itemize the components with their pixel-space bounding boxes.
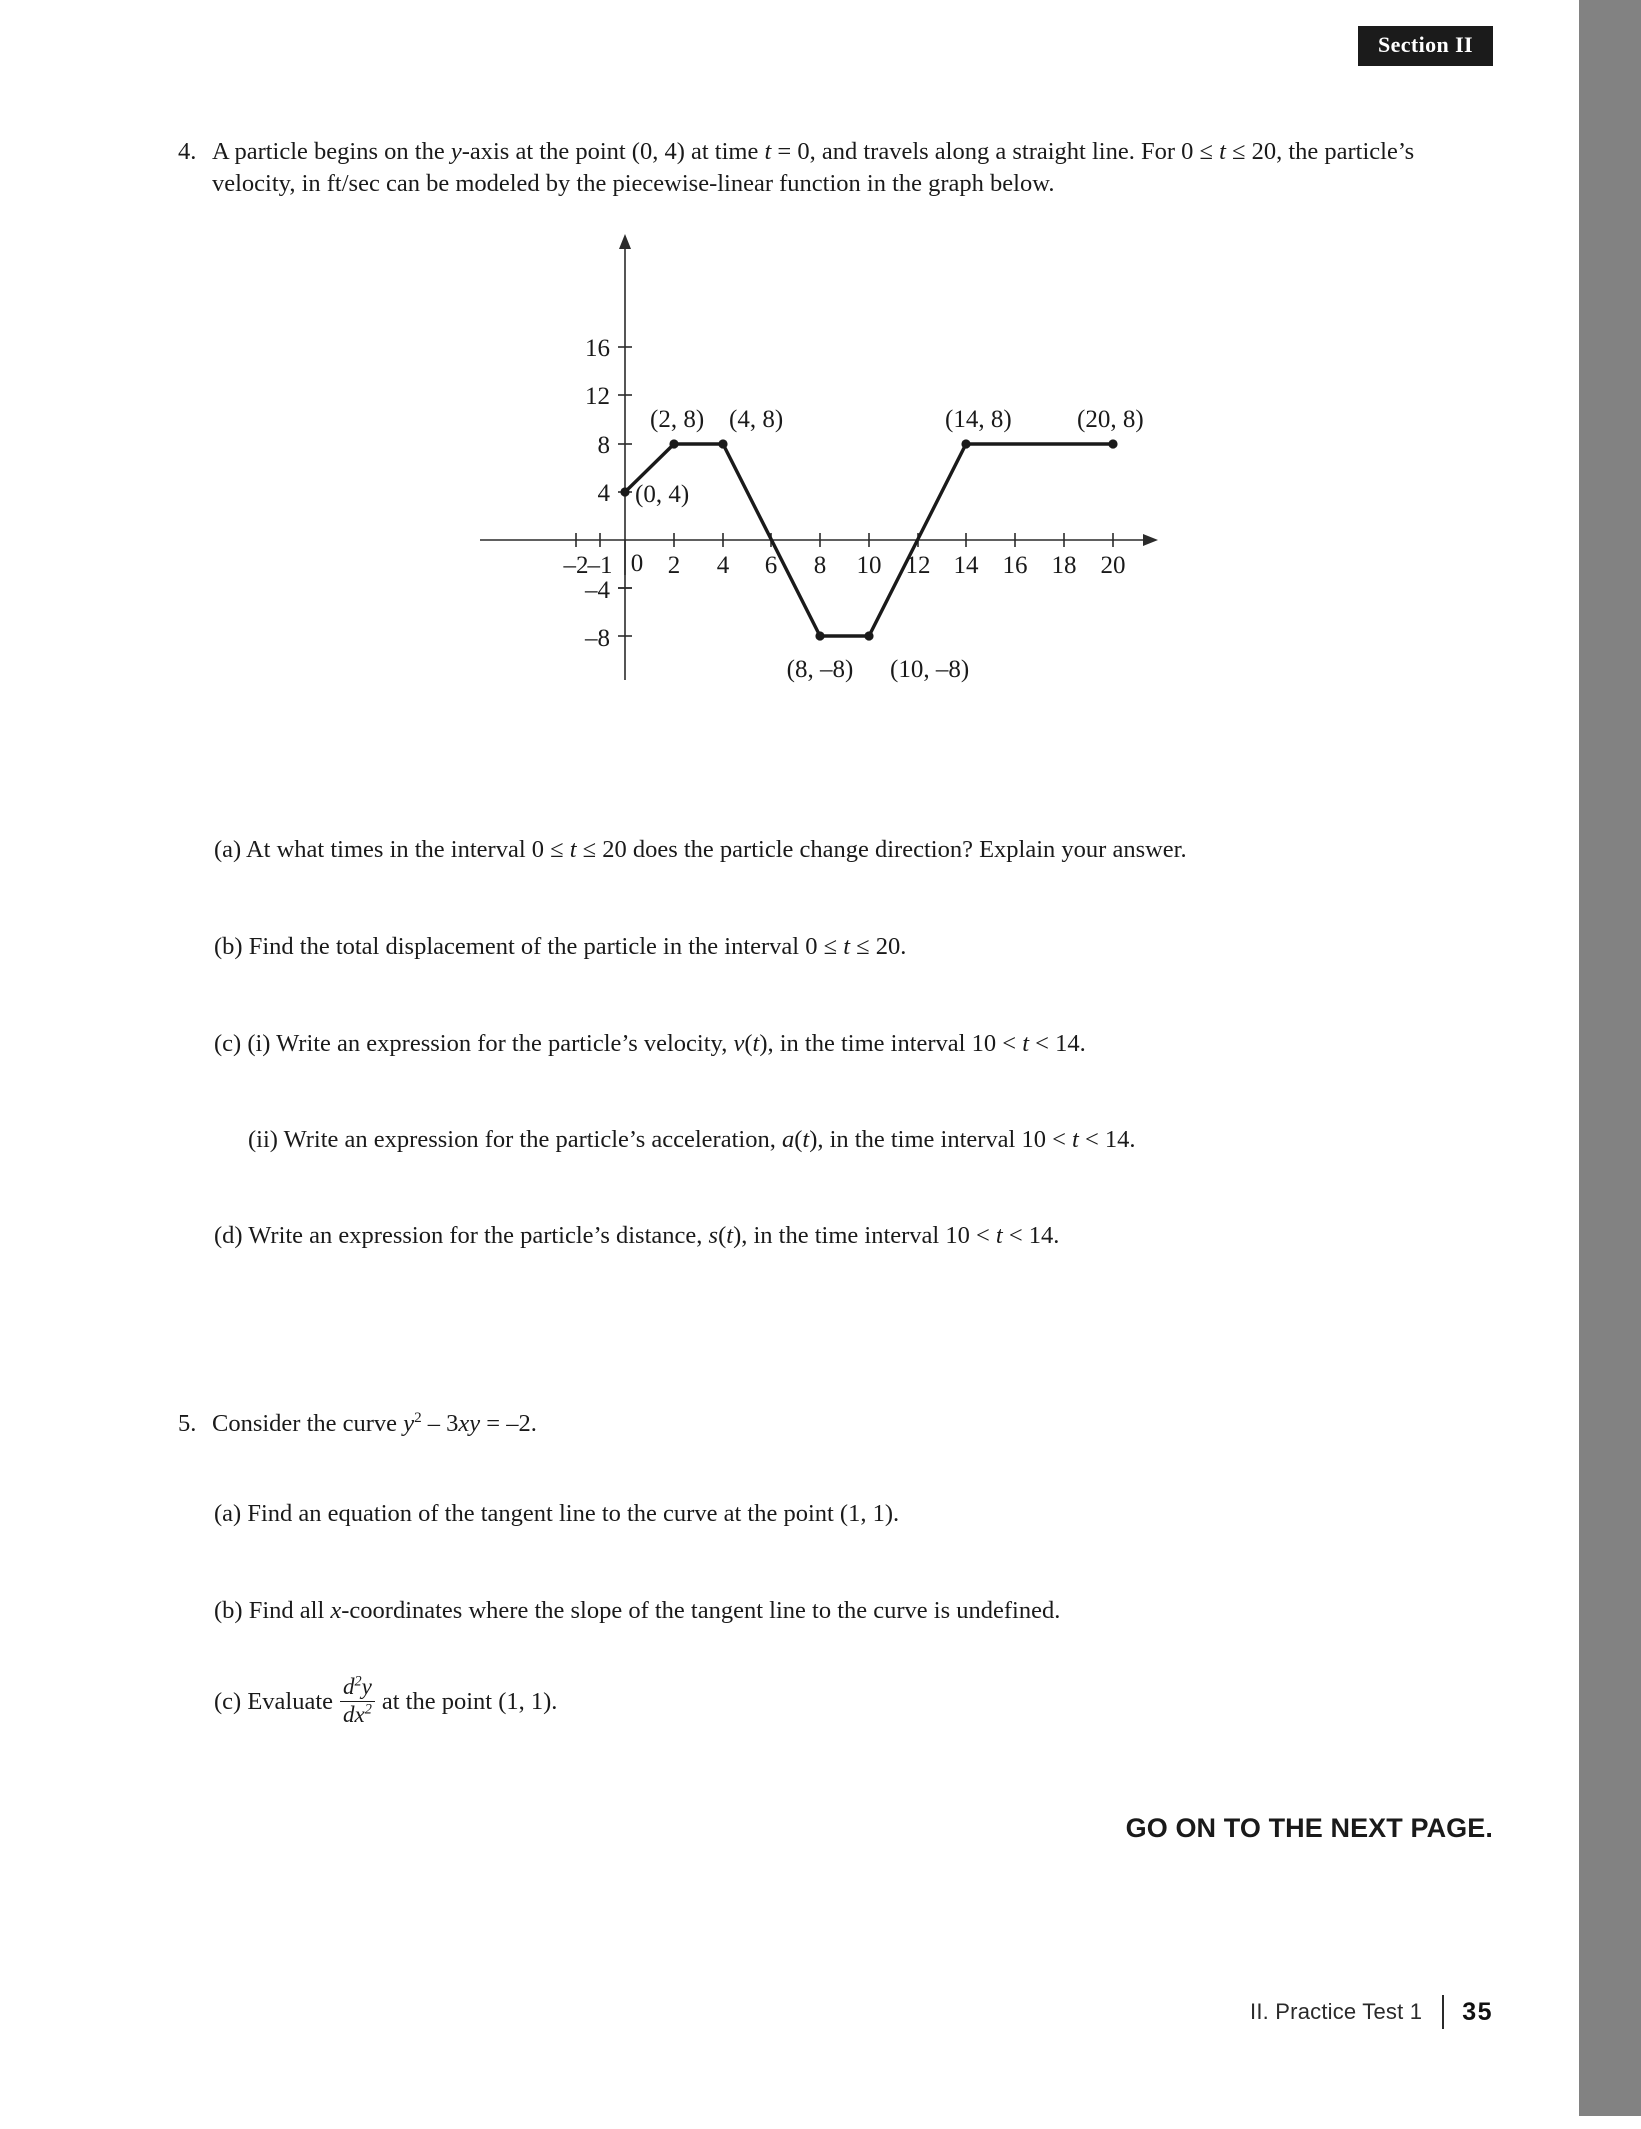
question-5-part-a bbox=[214, 1498, 1414, 1530]
part-c-ii-text-1: Write an expression for the particle’s acceleration, bbox=[283, 1126, 782, 1153]
part-c-ii-text-3: < 14. bbox=[1078, 1126, 1136, 1153]
y-tick-label: 16 bbox=[585, 335, 610, 362]
data-point bbox=[961, 439, 970, 448]
point-annotations bbox=[635, 406, 1144, 508]
q4-stem-seg-3: = 0, and travels along a straight line. For 0 ≤ bbox=[771, 138, 1220, 165]
part-c-i-var: t bbox=[1022, 1030, 1029, 1057]
part-a-var: t bbox=[569, 836, 577, 863]
part-d-text-2: , in the time interval 10 < bbox=[741, 1222, 996, 1249]
margin-bar bbox=[1579, 0, 1641, 2116]
part-a-text-2: ≤ 20 does the particle change direction? Explain your answer. bbox=[576, 836, 1187, 863]
annotation-0-4: (0, 4) bbox=[635, 481, 690, 508]
x-tick-labels bbox=[563, 550, 1126, 579]
y-axis bbox=[619, 234, 631, 575]
question-5-stem bbox=[212, 1408, 1378, 1440]
y-tick-label: 4 bbox=[597, 480, 610, 507]
page-footer bbox=[1250, 1995, 1493, 2029]
part-d-text-3: < 14. bbox=[1002, 1222, 1060, 1249]
part-d-label: (d) bbox=[214, 1222, 243, 1249]
fraction-denominator bbox=[340, 1701, 375, 1728]
q5-part-b-text-1: Find all bbox=[248, 1597, 331, 1624]
y-tick-label: –4 bbox=[585, 577, 610, 604]
q4-var-y: y bbox=[450, 138, 462, 165]
fraction-numerator bbox=[340, 1675, 375, 1701]
question-5-part-b bbox=[214, 1595, 1414, 1627]
q5-var-xy: xy bbox=[458, 1410, 481, 1437]
part-b-text-1: Find the total displacement of the particle in the interval 0 ≤ bbox=[248, 933, 844, 960]
running-head: II. Practice Test 1 bbox=[1250, 1999, 1423, 2024]
part-c-ii-var: t bbox=[1072, 1126, 1079, 1153]
part-d-var: t bbox=[995, 1222, 1003, 1249]
x-tick-label: 12 bbox=[905, 552, 931, 579]
annotation-10-neg8: (10, –8) bbox=[890, 656, 970, 683]
part-d-fn: s bbox=[708, 1222, 719, 1249]
part-c-ii-label: (ii) bbox=[248, 1126, 278, 1153]
q5-part-b-label: (b) bbox=[214, 1597, 243, 1624]
q5-stem-seg-1: Consider the curve bbox=[212, 1410, 404, 1437]
page-number: 35 bbox=[1462, 1997, 1493, 2026]
q5-stem-seg-3: = –2. bbox=[480, 1410, 537, 1437]
question-5 bbox=[178, 1408, 1378, 1440]
x-tick-label: 2 bbox=[667, 552, 681, 579]
question-4-part-c-i: (c) (i) Write an expression for the particle’s velocity, v(t), in the time interval 10 < t < 14. bbox=[214, 1030, 1086, 1057]
frac-num-exponent: 2 bbox=[354, 1673, 362, 1690]
annotation-8-neg8: (8, –8) bbox=[786, 656, 854, 683]
part-b-var: t bbox=[843, 933, 850, 960]
part-c-ii-fn: a bbox=[781, 1126, 795, 1153]
part-d-text-1: Write an expression for the particle’s distance, bbox=[248, 1222, 709, 1249]
q5-part-b-var: x bbox=[330, 1597, 342, 1624]
data-point bbox=[718, 439, 727, 448]
q4-stem-seg-4: ≤ 20, the particle’s bbox=[1225, 138, 1415, 165]
second-derivative-fraction bbox=[340, 1675, 375, 1728]
question-4-part-b bbox=[214, 931, 1414, 963]
annotation-14-8: (14, 8) bbox=[945, 406, 1012, 433]
y-tick-label-neg8: –8 bbox=[585, 625, 610, 652]
data-point bbox=[1108, 439, 1117, 448]
x-tick-label: 4 bbox=[716, 552, 730, 579]
x-tick-label: 14 bbox=[953, 552, 979, 579]
q5-part-b-text-2: -coordinates where the slope of the tangent line to the curve is undefined. bbox=[341, 1597, 1061, 1624]
q4-stem-seg-2: -axis at the point (0, 4) at time bbox=[461, 138, 765, 165]
frac-den-exponent: 2 bbox=[364, 1701, 372, 1718]
q5-stem-seg-2: – 3 bbox=[421, 1410, 459, 1437]
part-c-i-fn: v bbox=[733, 1030, 745, 1057]
velocity-graph-svg bbox=[480, 230, 1180, 604]
q5-part-c-label: (c) bbox=[214, 1688, 242, 1716]
q4-var-t-2: t bbox=[1219, 138, 1226, 165]
q4-stem-seg-1: A particle begins on the bbox=[212, 138, 451, 165]
part-c-i-text-1: Write an expression for the particle’s velocity, bbox=[276, 1030, 734, 1057]
x-tick-label: –2 bbox=[563, 552, 589, 579]
annotation-20-8: (20, 8) bbox=[1077, 406, 1144, 433]
footer-divider bbox=[1442, 1995, 1444, 2029]
q5-part-c-text-1: Evaluate bbox=[247, 1688, 334, 1716]
x-tick-label: 20 bbox=[1100, 552, 1126, 579]
q5-exponent: 2 bbox=[414, 1408, 422, 1426]
velocity-graph bbox=[480, 230, 1180, 604]
x-tick-label: 6 bbox=[764, 552, 778, 579]
frac-d: d bbox=[343, 1674, 355, 1699]
x-tick-label: 8 bbox=[813, 552, 827, 579]
q4-stem-line-2: velocity, in ft/sec can be modeled by the piecewise-linear function in the graph below. bbox=[212, 170, 1055, 198]
x-tick-label: 16 bbox=[1002, 552, 1028, 579]
q5-part-c-text-2: at the point (1, 1). bbox=[381, 1688, 558, 1716]
data-point bbox=[620, 487, 629, 496]
x-tick-label: 0 bbox=[630, 550, 644, 577]
question-4-stem bbox=[212, 136, 1488, 201]
frac-dx: dx bbox=[343, 1701, 365, 1727]
y-tick-label: 12 bbox=[585, 383, 610, 410]
part-c-ii-text-2: , in the time interval 10 < bbox=[817, 1126, 1073, 1153]
part-b-text-2: ≤ 20. bbox=[850, 933, 907, 960]
q5-part-a-text: Find an equation of the tangent line to the curve at the point (1, 1). bbox=[247, 1500, 900, 1527]
part-c-ii-fn-arg: t bbox=[802, 1126, 810, 1153]
go-on-notice: GO ON TO THE NEXT PAGE. bbox=[1125, 1813, 1493, 1843]
part-a-label: (a) bbox=[214, 836, 242, 863]
part-c-i-text-3: < 14. bbox=[1029, 1030, 1086, 1057]
x-tick-label: 18 bbox=[1051, 552, 1077, 579]
frac-y: y bbox=[361, 1674, 372, 1699]
part-c-i-label: (c) (i) bbox=[214, 1030, 271, 1057]
annotation-2-8: (2, 8) bbox=[650, 406, 705, 433]
part-c-i-text-2: , in the time interval 10 < bbox=[767, 1030, 1023, 1057]
annotation-4-8: (4, 8) bbox=[729, 406, 784, 433]
q5-var-y: y bbox=[403, 1410, 415, 1437]
x-tick-label: 10 bbox=[856, 552, 882, 579]
data-point bbox=[669, 439, 678, 448]
part-d-fn-arg: t bbox=[726, 1222, 734, 1249]
q4-var-t-1: t bbox=[764, 138, 772, 165]
x-tick-label: –1 bbox=[587, 552, 613, 579]
part-b-label: (b) bbox=[214, 933, 243, 960]
question-4 bbox=[178, 136, 1488, 201]
question-4-part-c-ii: (ii) Write an expression for the particle’s acceleration, a(t), in the time interval 10 < t < 14. bbox=[248, 1126, 1136, 1153]
part-c-i-fn-arg: t bbox=[752, 1030, 760, 1057]
question-4-part-d: (d) Write an expression for the particle’s distance, s(t), in the time interval 10 < t < 14. bbox=[214, 1222, 1060, 1249]
q5-part-a-label: (a) bbox=[214, 1500, 242, 1527]
question-4-number: 4. bbox=[178, 138, 197, 165]
part-a-text-1: At what times in the interval 0 ≤ bbox=[245, 836, 570, 863]
section-tab: Section II bbox=[1358, 26, 1493, 66]
x-axis bbox=[480, 534, 1158, 546]
question-5-part-c bbox=[214, 1673, 1414, 1729]
question-4-part-a bbox=[214, 834, 1414, 866]
question-5-number: 5. bbox=[178, 1410, 197, 1437]
y-tick-label: 8 bbox=[597, 432, 610, 459]
data-point-markers bbox=[620, 439, 1117, 496]
